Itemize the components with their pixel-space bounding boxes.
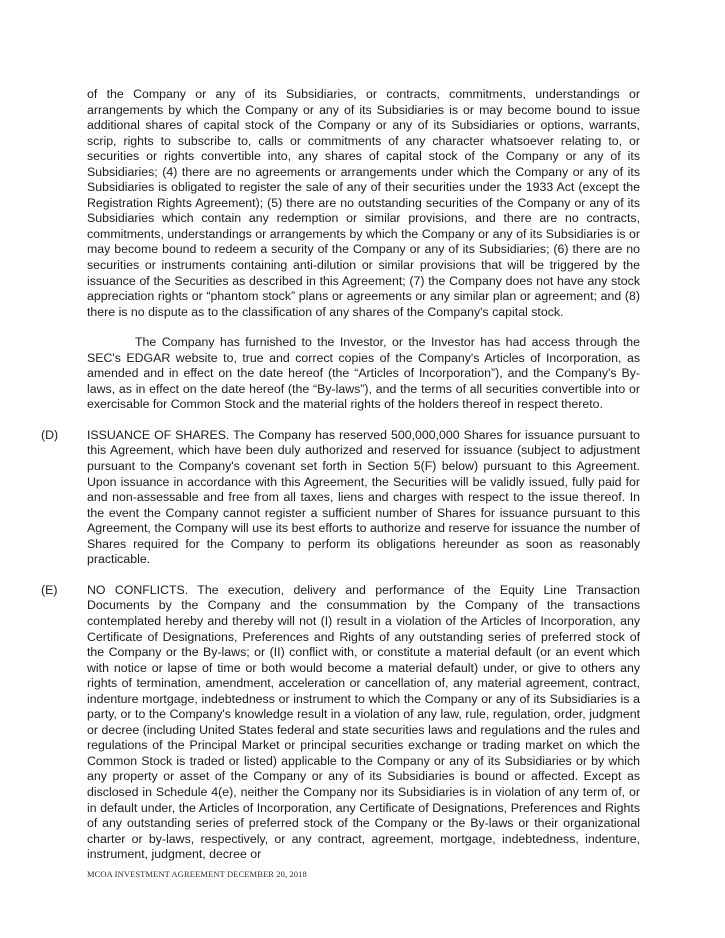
section-e-text: NO CONFLICTS. The execution, delivery and performance of the Equity Line Transaction Documents by the Company and the consummation by the Company of the transactions contemplated hereby and thereby will not (I) result in a violation of the Articles of Incorporation, any Certificate of Designations, Preferences and Rights of any outstanding series of preferred stock of the Company or the By-laws; or (II) conflict with, or constitute a material default (or an event which with notice or lapse of time or both would become a material default) under, or give to others any rights of termination, amendment, acceleration or cancellation of, any material agreement, contract, indenture mortgage, indebtedness or instrument to which the Company or any of its Subsidiaries is a party, or to the Company's knowledge result in a violation of any law, rule, regulation, order, judgment or decree (including United States federal and state securities laws and regulations and the rules and regulations of the Principal Market or principal securities exchange or trading market on which the Common Stock is traded or listed) applicable to the Company or any of its Subsidiaries or by which any property or asset of the Company or any of its Subsidiaries is bound or affected. Except as disclosed in Schedule 4(e), neither the Company nor its Subsidiaries is in violation of any term of, or in default under, the Articles of Incorporation, any Certificate of Designations, Preferences and Rights of any outstanding series of preferred stock of the Company or the By-laws or their organizational charter or by-laws, respectively, or any contract, agreement, mortgage, indebtedness, indenture, instrument, judgment, decree or (87, 582, 640, 862)
section-d-issuance-of-shares (41, 427, 640, 568)
section-d-letter: (D) (41, 427, 59, 442)
paragraph-capitalization-continued: of the Company or any of its Subsidiaries, or contracts, commitments, understandings or arrangements by which the Company or any of its Subsidiaries is or may become bound to issue additional shares of capital stock of the Company or any of its Subsidiaries or options, warrants, scrip, rights to subscribe to, calls or commitments of any character whatsoever relating to, or securities or rights convertible into, any shares of capital stock of the Company or any of its Subsidiaries; (4) there are no agreements or arrangements under which the Company or any of its Subsidiaries is obligated to register the sale of any of their securities under the 1933 Act (except the Registration Rights Agreement); (5) there are no outstanding securities of the Company or any of its Subsidiaries which contain any redemption or similar provisions, and there are no contracts, commitments, understandings or arrangements by which the Company or any of its Subsidiaries is or may become bound to redeem a security of the Company or any of its Subsidiaries; (6) there are no securities or instruments containing anti-dilution or similar provisions that will be triggered by the issuance of the Securities as described in this Agreement; (7) the Company does not have any stock appreciation rights or “phantom stock” plans or agreements or any similar plan or agreement; and (8) there is no dispute as to the classification of any shares of the Company's capital stock. (87, 87, 640, 319)
document-body (41, 87, 640, 863)
section-e-letter: (E) (41, 582, 58, 597)
section-d-text: ISSUANCE OF SHARES. The Company has reserved 500,000,000 Shares for issuance pursuant to this Agreement, which have been duly authorized and reserved for issuance (subject to adjustment pursuant to the Company's covenant set forth in Section 5(F) below) pursuant to this Agreement. Upon issuance in accordance with this Agreement, the Securities will be validly issued, fully paid for and non-assessable and free from all taxes, liens and charges with respect to the issue thereof. In the event the Company cannot register a sufficient number of Shares for issuance pursuant to this Agreement, the Company will use its best efforts to authorize and reserve for issuance the number of Shares required for the Company to perform its obligations hereunder as soon as reasonably practicable. (87, 427, 640, 567)
section-e-no-conflicts (41, 582, 640, 863)
page-footer: MCOA INVESTMENT AGREEMENT DECEMBER 20, 2018 (87, 869, 307, 879)
paragraph-articles-bylaws: The Company has furnished to the Investor, or the Investor has had access through the SEC's EDGAR website to, true and correct copies of the Company's Articles of Incorporation, as amended and in effect on the date hereof (the “Articles of Incorporation”), and the Company's By-laws, as in effect on the date hereof (the “By-laws”), and the terms of all securities convertible into or exercisable for Common Stock and the material rights of the holders thereof in respect thereto. (87, 335, 640, 412)
